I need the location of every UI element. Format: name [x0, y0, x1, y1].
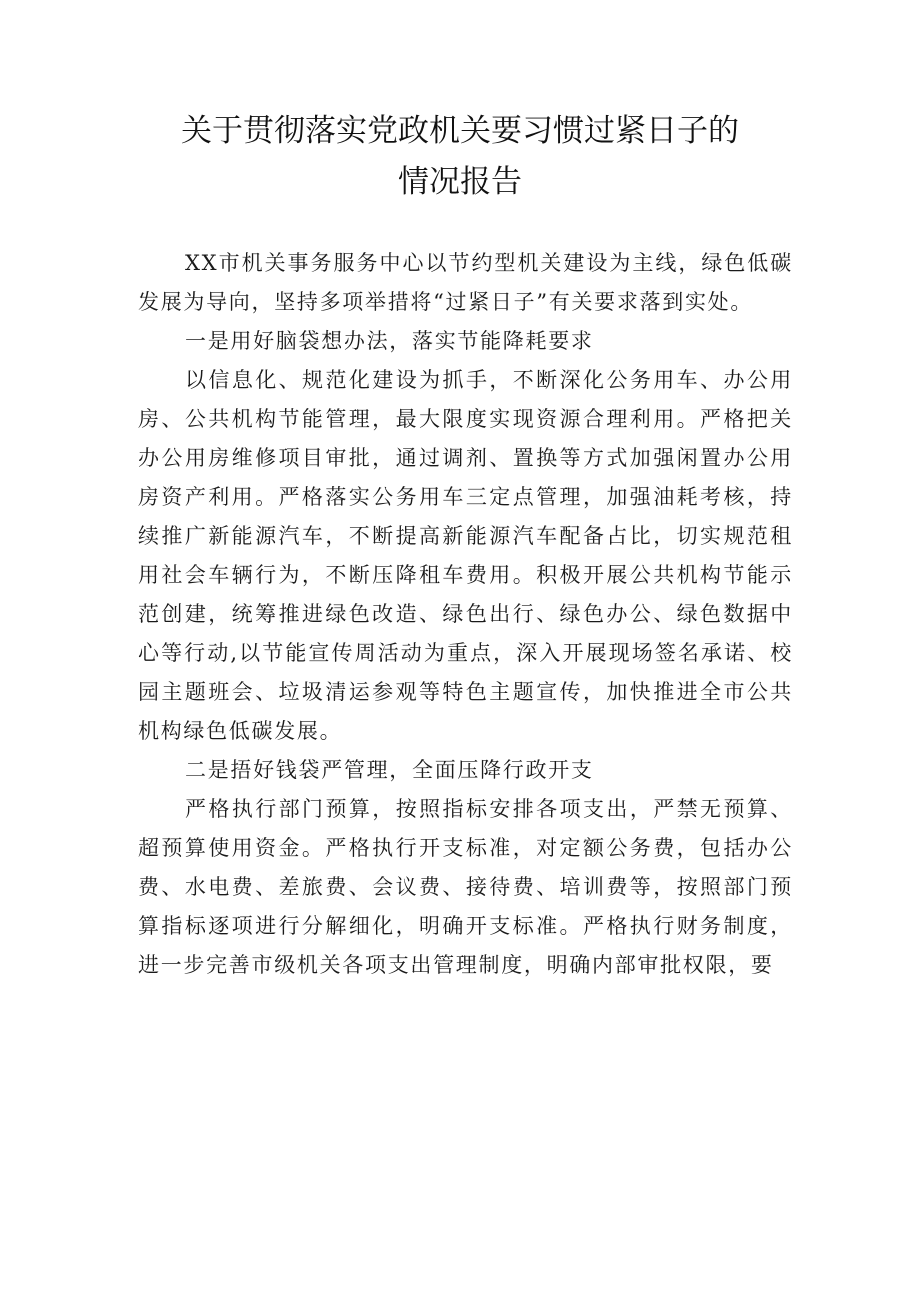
document-title-line-1: 关于贯彻落实党政机关要习惯过紧日子的: [181, 113, 739, 149]
document-title-line-2: 情况报告: [398, 164, 522, 200]
section-2-paragraph: 严格执行部门预算，按照指标安排各项支出，严禁无预算、超预算使用资金。严格执行开支标准，对定额公务费，包括办公费、水电费、差旅费、会议费、接待费、培训费等，按照部门预算指标逐项进行分解细化，明确开支标准。严格执行财务制度，进一步完善市级机关各项支出管理制度，明确内部审批权限，要: [138, 797, 793, 977]
intro-paragraph: XX市机关事务服务中心以节约型机关建设为主线，绿色低碳发展为导向，坚持多项举措将“过紧日子”有关要求落到实处。: [138, 251, 793, 314]
document-body: [138, 244, 793, 985]
section-1-heading: 一是用好脑袋想办法，落实节能降耗要求: [185, 329, 594, 353]
section-1-paragraph: 以信息化、规范化建设为抓手，不断深化公务用车、办公用房、公共机构节能管理，最大限度实现资源合理利用。严格把关办公用房维修项目审批，通过调剂、置换等方式加强闲置办公用房资产利用。严格落实公务用车三定点管理，加强油耗考核，持续推广新能源汽车，不断提高新能源汽车配备占比，切实规范租用社会车辆行为，不断压降租车费用。积极开展公共机构节能示范创建，统筹推进绿色改造、绿色出行、绿色办公、绿色数据中心等行动,以节能宣传周活动为重点，深入开展现场签名承诺、校园主题班会、垃圾清运参观等特色主题宣传，加快推进全市公共机构绿色低碳发展。: [138, 368, 793, 743]
section-2-heading: 二是捂好钱袋严管理，全面压降行政开支: [185, 758, 594, 782]
